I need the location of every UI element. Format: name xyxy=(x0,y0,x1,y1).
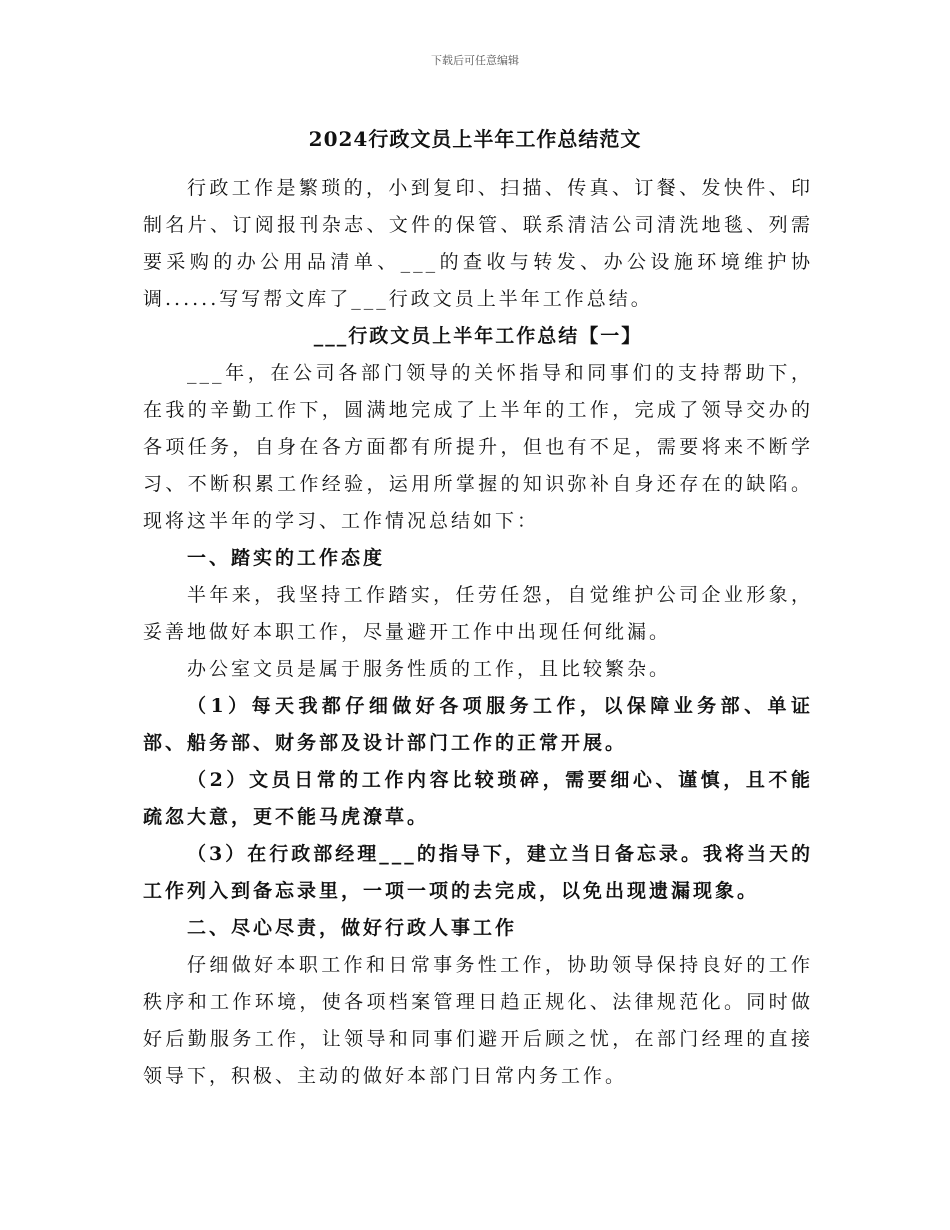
heading-admin-hr: 二、尽心尽责，做好行政人事工作 xyxy=(187,917,518,939)
document-title: 2024行政文员上半年工作总结范文 xyxy=(308,127,642,151)
work-attitude-paragraph: 半年来，我坚持工作踏实，任劳任怨，自觉维护公司企业形象，妥善地做好本职工作，尽量避开工作中出现任何纰漏。 xyxy=(143,584,813,643)
section-title: ___行政文员上半年工作总结【一】 xyxy=(313,325,643,347)
list-item-1: （1）每天我都仔细做好各项服务工作，以保障业务部、单证部、船务部、财务部及设计部门工作的正常开展。 xyxy=(143,695,813,754)
section-intro-paragraph: ___年，在公司各部门领导的关怀指导和同事们的支持帮助下，在我的辛勤工作下，圆满地完成了上半年的工作，完成了领导交办的各项任务，自身在各方面都有所提升，但也有不足，需要将来不断学习、不断积累工作经验，运用所掌握的知识弥补自身还存在的缺陷。现将这半年的学习、工作情况总结如下： xyxy=(143,362,813,532)
admin-hr-paragraph: 仔细做好本职工作和日常事务性工作，协助领导保持良好的工作秩序和工作环境，使各项档案管理日趋正规化、法律规范化。同时做好后勤服务工作，让领导和同事们避开后顾之忧，在部门经理的直接领导下，积极、主动的做好本部门日常内务工作。 xyxy=(143,954,813,1087)
list-item-2: （2）文员日常的工作内容比较琐碎，需要细心、谨慎，且不能疏忽大意，更不能马虎潦草。 xyxy=(143,769,813,828)
heading-work-attitude: 一、踏实的工作态度 xyxy=(187,547,386,569)
page-header-note: 下载后可任意编辑 xyxy=(431,54,519,67)
document-body xyxy=(143,170,813,1095)
intro-paragraph: 行政工作是繁琐的，小到复印、扫描、传真、订餐、发快件、印制名片、订阅报刊杂志、文件的保管、联系清洁公司清洗地毯、列需要采购的办公用品清单、___的查收与转发、办公设施环境维护协调......写写帮文库了___行政文员上半年工作总结。 xyxy=(143,177,813,310)
service-nature-paragraph: 办公室文员是属于服务性质的工作，且比较繁杂。 xyxy=(187,658,672,680)
list-item-3: （3）在行政部经理___的指导下，建立当日备忘录。我将当天的工作列入到备忘录里，一项一项的去完成，以免出现遗漏现象。 xyxy=(143,843,813,902)
